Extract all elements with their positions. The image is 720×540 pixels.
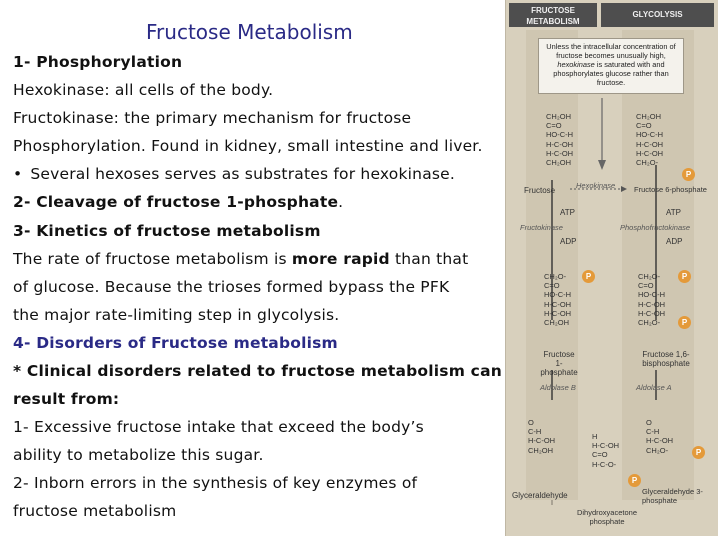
text-rate-limiting: the major rate-limiting step in glycolysis. — [13, 306, 340, 324]
rate-text-a: The rate of fructose metabolism is — [13, 250, 292, 268]
figure-header-left: FRUCTOSE METABOLISM — [509, 3, 597, 27]
phosphate-icon: P — [678, 316, 691, 329]
hexokinase-label: Hexokinase — [576, 181, 616, 190]
f16bp-label: Fructose 1,6-bisphosphate — [642, 350, 690, 368]
heading-disorders: 4- Disorders of Fructose metabolism — [13, 334, 338, 352]
rate-text-bold: more rapid — [291, 250, 390, 268]
text-trioses: of glucose. Because the trioses formed bypass the PFK — [13, 278, 450, 296]
glyceraldehyde-label: Glyceraldehyde — [512, 491, 568, 500]
adp-left-label: ADP — [560, 237, 577, 246]
f1p-structure: CH₂O- C=O HO-C-H H-C-OH H-C-OH CH₂OH — [544, 272, 572, 328]
hexokinase-note — [538, 38, 684, 94]
atp-left-label: ATP — [560, 208, 575, 217]
cleavage-period: . — [338, 193, 344, 211]
fructokinase-label: Fructokinase — [520, 223, 563, 232]
fructose-pathway-figure — [505, 0, 718, 536]
dhap-structure: H H-C-OH C=O H-C-O- — [592, 432, 620, 469]
note-text-1: Unless the intracellular concentration of fructose becomes unusually high, — [546, 42, 676, 60]
text-clinical-disorders: * Clinical disorders related to fructose metabolism can — [13, 362, 502, 380]
fructose-label: Fructose — [524, 186, 556, 195]
phosphate-icon: P — [678, 270, 691, 283]
fructose-structure: CH₂OH C=O HO-C-H H-C-OH H-C-OH CH₂OH — [546, 112, 574, 168]
heading-phosphorylation: 1- Phosphorylation — [13, 53, 183, 71]
phosphate-icon: P — [682, 168, 695, 181]
text-hexokinase: Hexokinase: all cells of the body. — [13, 81, 274, 99]
f6p-structure: CH₂OH C=O HO-C-H H-C-OH H-C-OH CH₂O- — [636, 112, 664, 168]
cleavage-text: 2- Cleavage of fructose 1-phosphate — [13, 193, 339, 211]
text-phosphorylation-location: Phosphorylation. Found in kidney, small intestine and liver. — [13, 137, 483, 155]
atp-right-label: ATP — [666, 208, 681, 217]
phosphate-icon: P — [628, 474, 641, 487]
aldolase-a-label: Aldolase A — [636, 383, 672, 392]
pfk-label: Phosphofructokinase — [620, 223, 691, 232]
text-rate — [13, 250, 468, 268]
note-hexokinase: hexokinase — [557, 60, 595, 69]
f6p-label: Fructose 6-phosphate — [634, 185, 707, 194]
heading-cleavage — [13, 193, 343, 211]
glyceraldehyde-structure: O C-H H-C-OH CH₂OH — [528, 418, 556, 455]
note-text-2: is saturated with and phosphorylates glucose rather than fructose. — [553, 60, 669, 87]
text-fructokinase: Fructokinase: the primary mechanism for fructose — [13, 109, 412, 127]
figure-header-right: GLYCOLYSIS — [601, 3, 714, 27]
heading-kinetics: 3- Kinetics of fructose metabolism — [13, 222, 321, 240]
g3p-label: Glyceraldehyde 3-phosphate — [642, 487, 703, 505]
text-cause-1-cont: ability to metabolize this sugar. — [13, 446, 264, 464]
f1p-label: Fructose 1-phosphate — [540, 350, 578, 377]
bullet-text: Several hexoses serves as substrates for hexokinase. — [30, 165, 456, 183]
page-title: Fructose Metabolism — [146, 20, 353, 44]
text-cause-2-cont: fructose metabolism — [13, 502, 177, 520]
phosphate-icon: P — [692, 446, 705, 459]
text-result-from: result from: — [13, 390, 120, 408]
phosphate-icon: P — [582, 270, 595, 283]
adp-right-label: ADP — [666, 237, 683, 246]
text-cause-1: 1- Excessive fructose intake that exceed the body’s — [13, 418, 424, 436]
f16bp-structure: CH₂O- C=O HO-C-H H-C-OH H-C-OH CH₂O- — [638, 272, 666, 328]
dhap-label: Dihydroxyacetone phosphate — [576, 508, 638, 526]
bullet-item — [13, 165, 455, 183]
aldolase-b-label: Aldolase B — [540, 383, 576, 392]
text-cause-2: 2- Inborn errors in the synthesis of key enzymes of — [13, 474, 418, 492]
bullet-icon: • — [13, 165, 23, 183]
g3p-structure: O C-H H-C-OH CH₂O- — [646, 418, 674, 455]
rate-text-c: than that — [389, 250, 469, 268]
